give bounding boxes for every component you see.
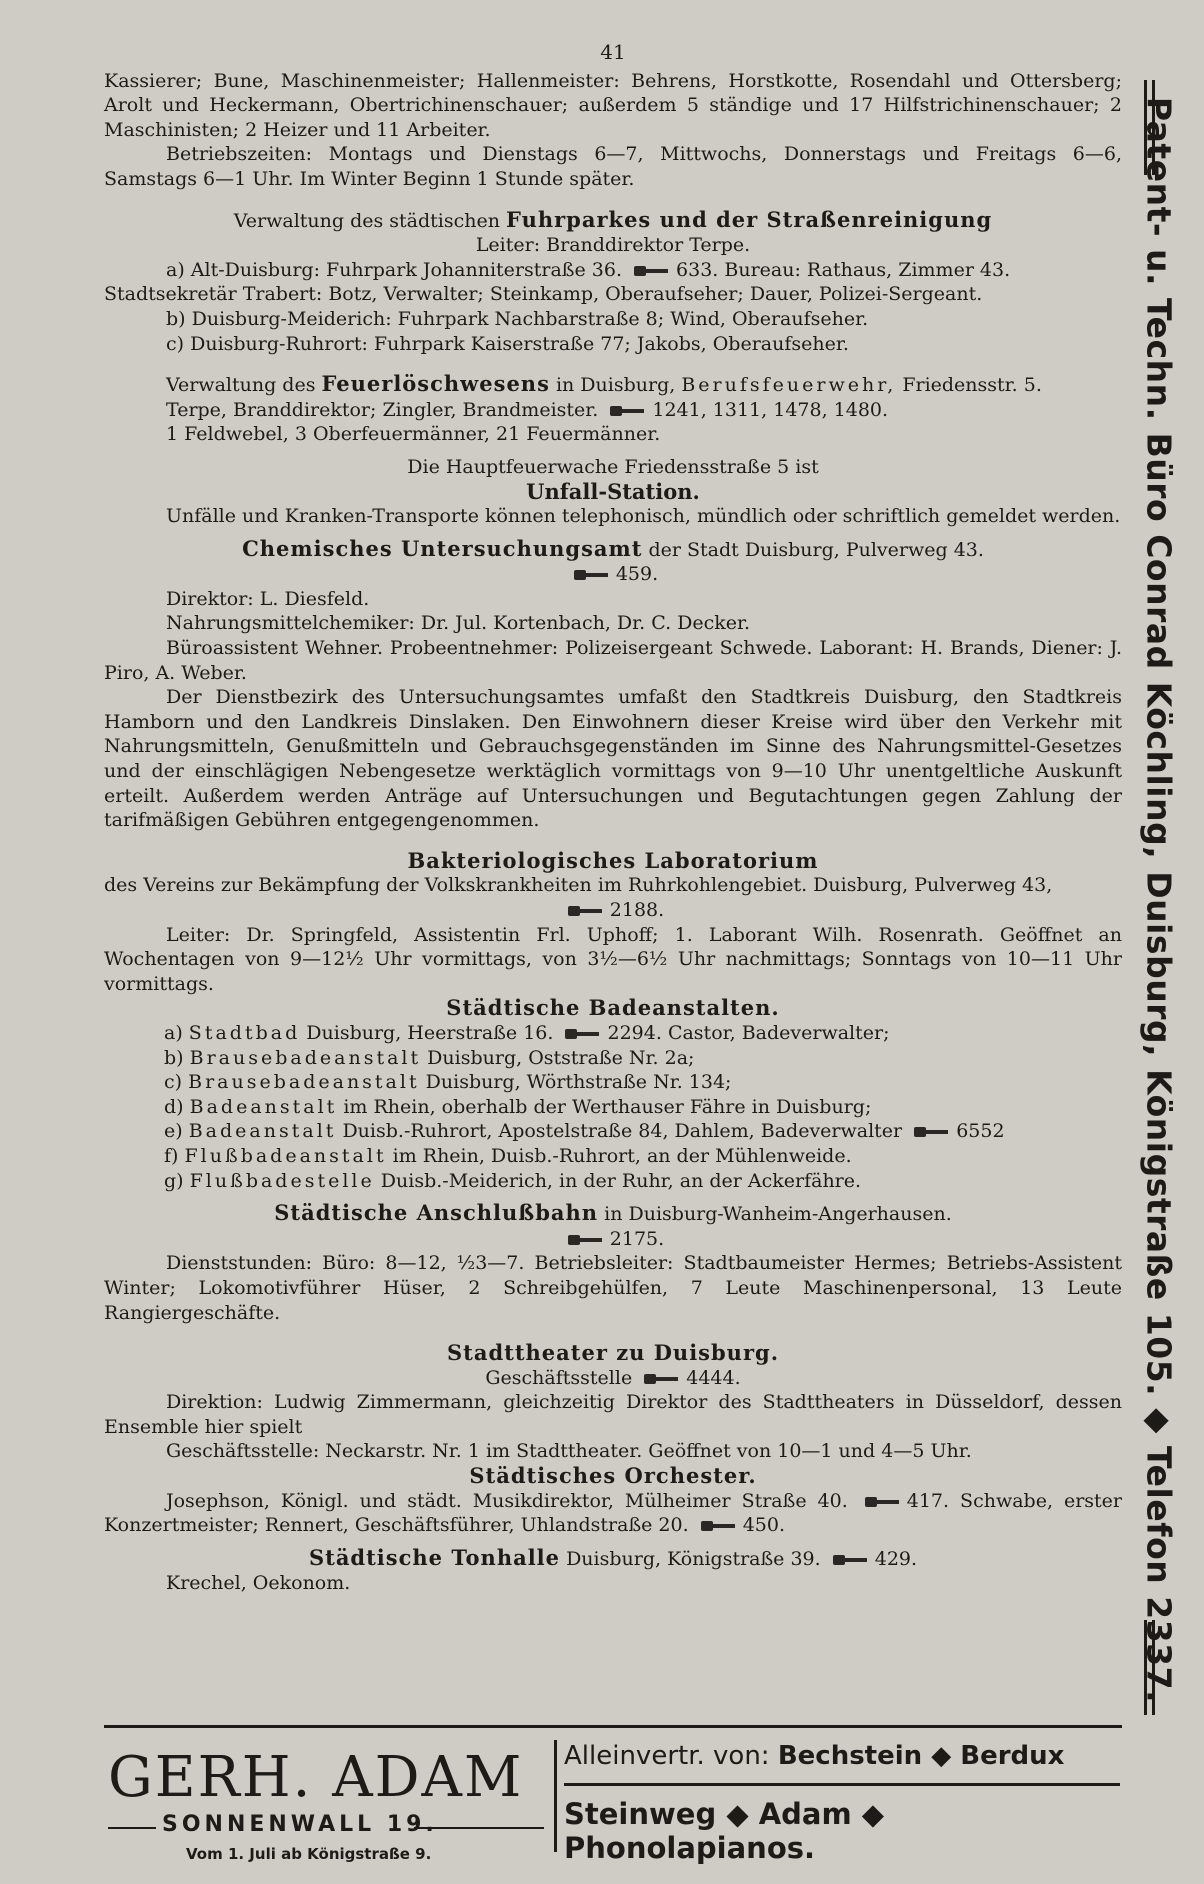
bad-item-mark: g) [164,1169,184,1192]
bad-item [104,1169,1122,1194]
theater-office-hours: Geschäftsstelle: Neckarstr. Nr. 1 im Stadttheater. Geöffnet von 10—1 und 4—5 Uhr. [166,1440,972,1463]
orchester-line1: Josephson, Königl. und städt. Musikdirektor, Mülheimer Straße 40. [166,1489,848,1512]
fuhrpark-a-staff: Stadtsekretär Trabert: Botz, Verwalter; Steinkamp, Oberaufseher; Dauer, Polizei-Sergeant. [104,283,983,306]
theater-direction: Direktion: Ludwig Zimmermann, gleichzeitig Direktor des Stadttheaters in Düsseldorf, dessen Ensemble hier spielt [104,1391,1122,1438]
station-bold: Unfall-Station. [526,478,700,504]
side-advert [1120,40,1198,1770]
chemie-phone: 459. [615,563,659,586]
fuhrpark-a [104,258,1122,283]
telephone-icon [610,404,646,418]
chemie-staff: Büroassistent Wehner. Probeentnehmer: Polizeisergeant Schwede. Laborant: H. Brands, Diener: J. Piro, A. Weber. [104,637,1122,684]
theater-heading: Stadttheater zu Duisburg. [446,1340,780,1366]
feuer-mid: in Duisburg, [555,374,676,397]
feuer-address: Friedensstr. 5. [902,374,1042,397]
ad-top-rule [104,1725,1122,1728]
orchester-heading: Städtisches Orchester. [469,1463,757,1489]
theater-office-line [104,1366,1122,1391]
station-note: Unfälle und Kranken-Transporte können telephonisch, mündlich oder schriftlich gemeldet werden. [166,505,1121,528]
telephone-icon [568,1233,604,1247]
bakt-sub: des Vereins zur Bekämpfung der Volkskrankheiten im Ruhrkohlengebiet. Duisburg, Pulverweg 43, [104,874,1053,897]
bad-item-address: Duisb.-Meiderich, in der Ruhr, an der Ackerfähre. [380,1169,862,1192]
feuer-bold: Feuerlöschwesens [321,371,550,397]
theater-office: Geschäftsstelle [485,1366,633,1389]
bad-item [104,1046,1122,1071]
bad-item-address: Duisburg, Wörthstraße Nr. 134; [425,1071,732,1094]
orchester-phone2: 450. [742,1514,785,1537]
chemie-bold: Chemisches Untersuchungsamt [242,535,643,561]
bad-item-mark: b) [164,1046,184,1069]
feuer-prefix: Verwaltung des [166,374,316,397]
bad-item-mark: d) [164,1095,184,1118]
bahn-heading [104,1201,1122,1227]
telephone-icon [865,1495,901,1509]
ad-move-notice: Vom 1. Juli ab Königstraße 9. [186,1845,432,1863]
bad-item-mark: c) [164,1071,183,1094]
bahn-phone: 2175. [609,1227,665,1250]
bakt-phone: 2188. [609,899,665,921]
heading-bold: Fuhrparkes und der Straßenreinigung [506,206,993,232]
bakt-phone-line [104,898,1122,923]
telephone-icon [644,1372,680,1386]
telephone-icon [574,568,610,582]
bad-item-mark: e) [164,1120,183,1143]
feuer-line2 [104,398,1122,423]
bad-item [104,1095,1122,1120]
orchester-text [104,1489,1122,1538]
station-line: Die Hauptfeuerwache Friedensstraße 5 ist [407,455,819,478]
bad-item-mark: a) [164,1021,183,1044]
staff-paragraph: Kassierer; Bune, Maschinenmeister; Hallenmeister: Behrens, Horstkotte, Rosendahl und Ottersberg; Arolt und Heckermann, Obertrichinenschauer; außerdem 5 ständige und 17 Hilfstrichinenschauer; 2 Maschinisten; 2 Heizer und 11 Arbeiter. [104,69,1122,141]
ad-rule [108,1827,156,1829]
bad-heading: Städtische Badeanstalten. [446,995,780,1021]
bahn-text: Dienststunden: Büro: 8—12, ½3—7. Betriebsleiter: Stadtbaumeister Hermes; Betriebs-Assistent Winter; Lokomotivführer Hüser, 2 Schreibgehülfen, 7 Leute Maschinenpersonal, 13 Leute Rangiergeschäfte. [104,1252,1122,1324]
bad-item-name: Brausebadeanstalt [188,1071,420,1094]
ad-address: SONNENWALL 19. [162,1812,438,1837]
bad-item [104,1144,1122,1169]
bahn-phone-line [104,1227,1122,1252]
theater-phone: 4444. [686,1366,741,1389]
bakt-heading: Bakteriologisches Laboratorium [407,847,819,873]
ad-agent-names: Bechstein ◆ Berdux [777,1741,1065,1771]
bad-item-mark: f) [164,1144,179,1167]
telephone-icon [833,1553,869,1567]
fuhrpark-a-phone: 633. Bureau: Rathaus, Zimmer 43. [676,258,1011,281]
text-column [104,40,1122,1596]
telephone-icon [701,1519,737,1533]
heading-prefix: Verwaltung des städtischen [233,209,500,232]
chemie-director: Direktor: L. Diesfeld. [166,587,370,610]
bad-item-name: Badeanstalt [189,1095,338,1118]
bad-item-name: Stadtbad [188,1021,301,1044]
bad-item [104,1070,1122,1095]
chemie-heading [104,537,1122,563]
orchester-phone1: 417. [906,1489,950,1512]
tonhalle-phone: 429. [874,1547,918,1570]
chemie-rest: der Stadt Duisburg, Pulverweg 43. [648,538,984,561]
bad-item-address: im Rhein, Duisb.-Ruhrort, an der Mühlenweide. [392,1144,852,1167]
fuhrpark-a-text: a) Alt-Duisburg: Fuhrpark Johanniterstraße 36. [166,258,622,281]
page-number: 41 [600,40,626,64]
bahn-rest: in Duisburg-Wanheim-Angerhausen. [604,1203,952,1226]
ad-agent-prefix: Alleinvertr. von: [564,1741,770,1771]
fuhrpark-heading [104,208,1122,234]
telephone-icon [914,1125,950,1139]
telephone-icon [565,1027,601,1041]
bad-item-name: Flußbadeanstalt [184,1144,387,1167]
bad-item-manager: Castor, Badeverwalter; [667,1021,890,1044]
feuer-line [104,372,1122,398]
ad-mid-rule [564,1783,1120,1786]
bad-item-name: Badeanstalt [188,1120,337,1143]
ad-brand: GERH. ADAM [108,1745,524,1810]
ad-agent-line2: Steinweg ◆ Adam ◆ Phonolapianos. [564,1797,885,1865]
tonhalle-bold: Städtische Tonhalle [308,1544,561,1570]
bad-item-name: Flußbadestelle [189,1169,375,1192]
chemie-district: Der Dienstbezirk des Untersuchungsamtes umfaßt den Stadtkreis Duisburg, den Stadtkreis Hamborn und den Landkreis Dinslaken. Den Einwohnern dieser Kreise wird über den Verkehr mit Nahrungsmitteln, Genußmitteln und Gebrauchsgegenständen im Sinne des Nahrungsmittel-Gesetzes und der einschlägigen Nebengesetze werktäglich vormittags von 9—10 Uhr unentgeltliche Auskunft erteilt. Außerdem werden Anträge auf Untersuchungen und Begutachtungen gegen Zahlung der tarifmäßigen Gebühren entgegengenommen. [104,686,1122,832]
bad-list [104,1021,1122,1193]
chemie-chemists: Nahrungsmittelchemiker: Dr. Jul. Kortenbach, Dr. C. Decker. [166,612,751,635]
bahn-bold: Städtische Anschlußbahn [274,1200,599,1226]
footer-advert [104,1725,1122,1875]
tonhalle-line [104,1546,1122,1572]
tonhalle-rest: Duisburg, Königstraße 39. [566,1547,821,1570]
fuhrpark-leader: Leiter: Branddirektor Terpe. [475,234,751,257]
bad-item [104,1021,1122,1046]
feuer-officers: Terpe, Branddirektor; Zingler, Brandmeister. [166,398,599,421]
ad-agent-line [564,1741,1064,1771]
bad-item-name: Brausebadeanstalt [189,1046,422,1069]
bad-item-address: im Rhein, oberhalb der Werthauser Fähre in Duisburg; [343,1095,872,1118]
ad-divider [554,1740,557,1852]
bad-item [104,1119,1122,1144]
telephone-icon [634,264,670,278]
tonhalle-line2: Krechel, Oekonom. [166,1572,351,1595]
hours-paragraph: Betriebszeiten: Montags und Dienstags 6—7, Mittwochs, Donnerstags und Freitags 6—6, Samstags 6—1 Uhr. Im Winter Beginn 1 Stunde später. [104,143,1122,190]
feuer-spaced: Berufsfeuerwehr, [681,374,897,397]
orchester-after1: Schwabe, erster Konzertmeister; Rennert, Geschäftsführer, Uhlandstraße 20. [104,1489,1122,1537]
bakt-text: Leiter: Dr. Springfeld, Assistentin Frl. Uphoff; 1. Laborant Wilh. Rosenrath. Geöffnet an Wochentagen von 9—12½ Uhr vormittags, von 3½—6½ Uhr nachmittags; Sonntags von 10—11 Uhr vormittags. [104,923,1122,995]
chemie-phone-line [104,562,1122,587]
bad-item-phone: 6552 [956,1120,1005,1143]
bad-item-address: Duisburg, Oststraße Nr. 2a; [427,1046,695,1069]
bad-item-phone: 2294. [607,1021,662,1044]
side-advert-text: Patent- u. Techn. Büro Conrad Köchling, Duisburg, Königstraße 105. ◆ Telefon 2337. [1139,96,1179,1704]
fuhrpark-c: c) Duisburg-Ruhrort: Fuhrpark Kaiserstraße 77; Jakobs, Oberaufseher. [166,332,849,355]
fuhrpark-b: b) Duisburg-Meiderich: Fuhrpark Nachbarstraße 8; Wind, Oberaufseher. [166,307,869,330]
feuer-line3: 1 Feldwebel, 3 Oberfeuermänner, 21 Feuermänner. [166,423,661,446]
bad-item-address: Duisb.-Ruhrort, Apostelstraße 84, Dahlem, Badeverwalter [342,1120,903,1143]
bad-item-address: Duisburg, Heerstraße 16. [306,1021,554,1044]
feuer-phones: 1241, 1311, 1478, 1480. [652,398,889,421]
telephone-icon [568,904,604,918]
